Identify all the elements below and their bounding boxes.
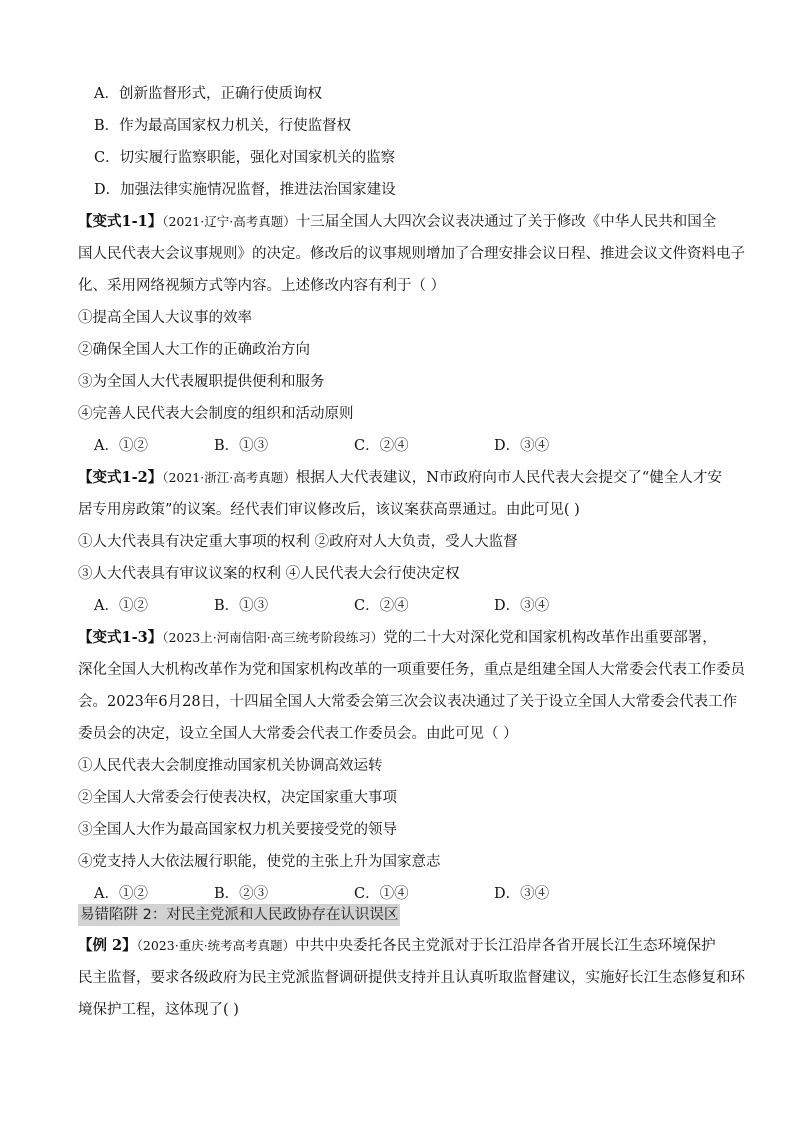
statement-item: ②确保全国人大工作的正确政治方向 [78, 342, 310, 358]
answer-option-d: D．③④ [494, 598, 550, 614]
statement-item: ①人大代表具有决定重大事项的权利 ②政府对人大负责，受人大监督 [78, 534, 518, 550]
answer-option-b: B．①③ [214, 438, 269, 454]
question-1-3-line-2: 深化全国人大机构改革作为党和国家机构改革的一项重要任务，重点是组建全国人大常委会代表工作委员 [78, 662, 745, 678]
answer-option-d: D．③④ [494, 438, 550, 454]
statement-item: ②全国人大常委会行使表决权，决定国家重大事项 [78, 790, 397, 806]
question-1-1-line-1 [78, 212, 734, 232]
statement-item: ③全国人大作为最高国家权力机关要接受党的领导 [78, 822, 397, 838]
statement-item: ①人民代表大会制度推动国家机关协调高效运转 [78, 758, 383, 774]
question-1-2-line-2: 居专用房政策”的议案。经代表们审议修改后，该议案获高票通过。由此可见( ) [78, 502, 580, 518]
statement-item: ③人大代表具有审议议案的权利 ④人民代表大会行使决定权 [78, 566, 460, 582]
question-text: 党的二十大对深化党和国家机构改革作出重要部署， [383, 630, 717, 646]
question-text: 根据人大代表建议，N市政府向市人民代表大会提交了“健全人才安 [295, 470, 722, 486]
question-1-2-line-1 [78, 468, 734, 488]
question-1-3-line-3: 会。2023年6月28日，十四届全国人大常委会第三次会议表决通过了关于设立全国人大常委会代表工作 [78, 694, 738, 710]
statement-item: ④党支持人大依法履行职能，使党的主张上升为国家意志 [78, 854, 441, 870]
question-label: 【变式1-1】 [78, 213, 163, 230]
question-source: （2023·重庆·统考高考真题） [136, 938, 296, 953]
question-label: 【变式1-3】 [78, 629, 163, 646]
answer-option-c: C．②④ [354, 598, 409, 614]
question-source: （2023上·河南信阳·高三统考阶段练习） [162, 630, 384, 645]
question-1-1-line-2: 国人民代表大会议事规则》的决定。修改后的议事规则增加了合理安排会议日程、推进会议文件资料电子 [78, 246, 745, 262]
answer-option-c: C．①④ [354, 886, 409, 902]
question-source: （2021·辽宁·高考真题） [162, 214, 296, 229]
question-1-1-line-3: 化、采用网络视频方式等内容。上述修改内容有利于（ ） [78, 278, 446, 294]
example-2-line-3: 境保护工程，这体现了( ) [78, 1002, 239, 1018]
answer-option-a: A．①② [94, 598, 148, 614]
answer-option-b: B．①③ [214, 598, 269, 614]
example-2-line-2: 民主监督，要求各级政府为民主党派监督调研提供支持并且认真听取监督建议，实施好长江生态修复和环 [78, 970, 745, 986]
option-d: D．加强法律实施情况监督，推进法治国家建设 [94, 182, 396, 198]
answer-option-d: D．③④ [494, 886, 550, 902]
answer-option-b: B．②③ [214, 886, 269, 902]
question-label: 【例 2】 [78, 937, 137, 954]
example-2-line-1 [78, 936, 734, 956]
option-a: A．创新监督形式，正确行使质询权 [94, 86, 322, 102]
question-text: 中共中央委托各民主党派对于长江沿岸各省开展长江生态环境保护 [295, 938, 716, 954]
question-1-3-line-1 [78, 628, 734, 648]
question-text: 十三届全国人大四次会议表决通过了关于修改《中华人民共和国全 [295, 214, 717, 230]
answer-option-a: A．①② [94, 438, 148, 454]
question-1-3-line-4: 委员会的决定，设立全国人大常委会代表工作委员会。由此可见（ ） [78, 726, 518, 742]
statement-item: ①提高全国人大议事的效率 [78, 310, 252, 326]
question-label: 【变式1-2】 [78, 469, 163, 486]
option-c: C．切实履行监察职能，强化对国家机关的监察 [94, 150, 396, 166]
statement-item: ③为全国人大代表履职提供便利和服务 [78, 374, 325, 390]
section-heading: 易错陷阱 2：对民主党派和人民政协存在认识误区 [78, 904, 400, 926]
answer-option-c: C．②④ [354, 438, 409, 454]
answer-option-a: A．①② [94, 886, 148, 902]
statement-item: ④完善人民代表大会制度的组织和活动原则 [78, 406, 354, 422]
question-source: （2021·浙江·高考真题） [162, 470, 296, 485]
option-b: B．作为最高国家权力机关，行使监督权 [94, 118, 352, 134]
